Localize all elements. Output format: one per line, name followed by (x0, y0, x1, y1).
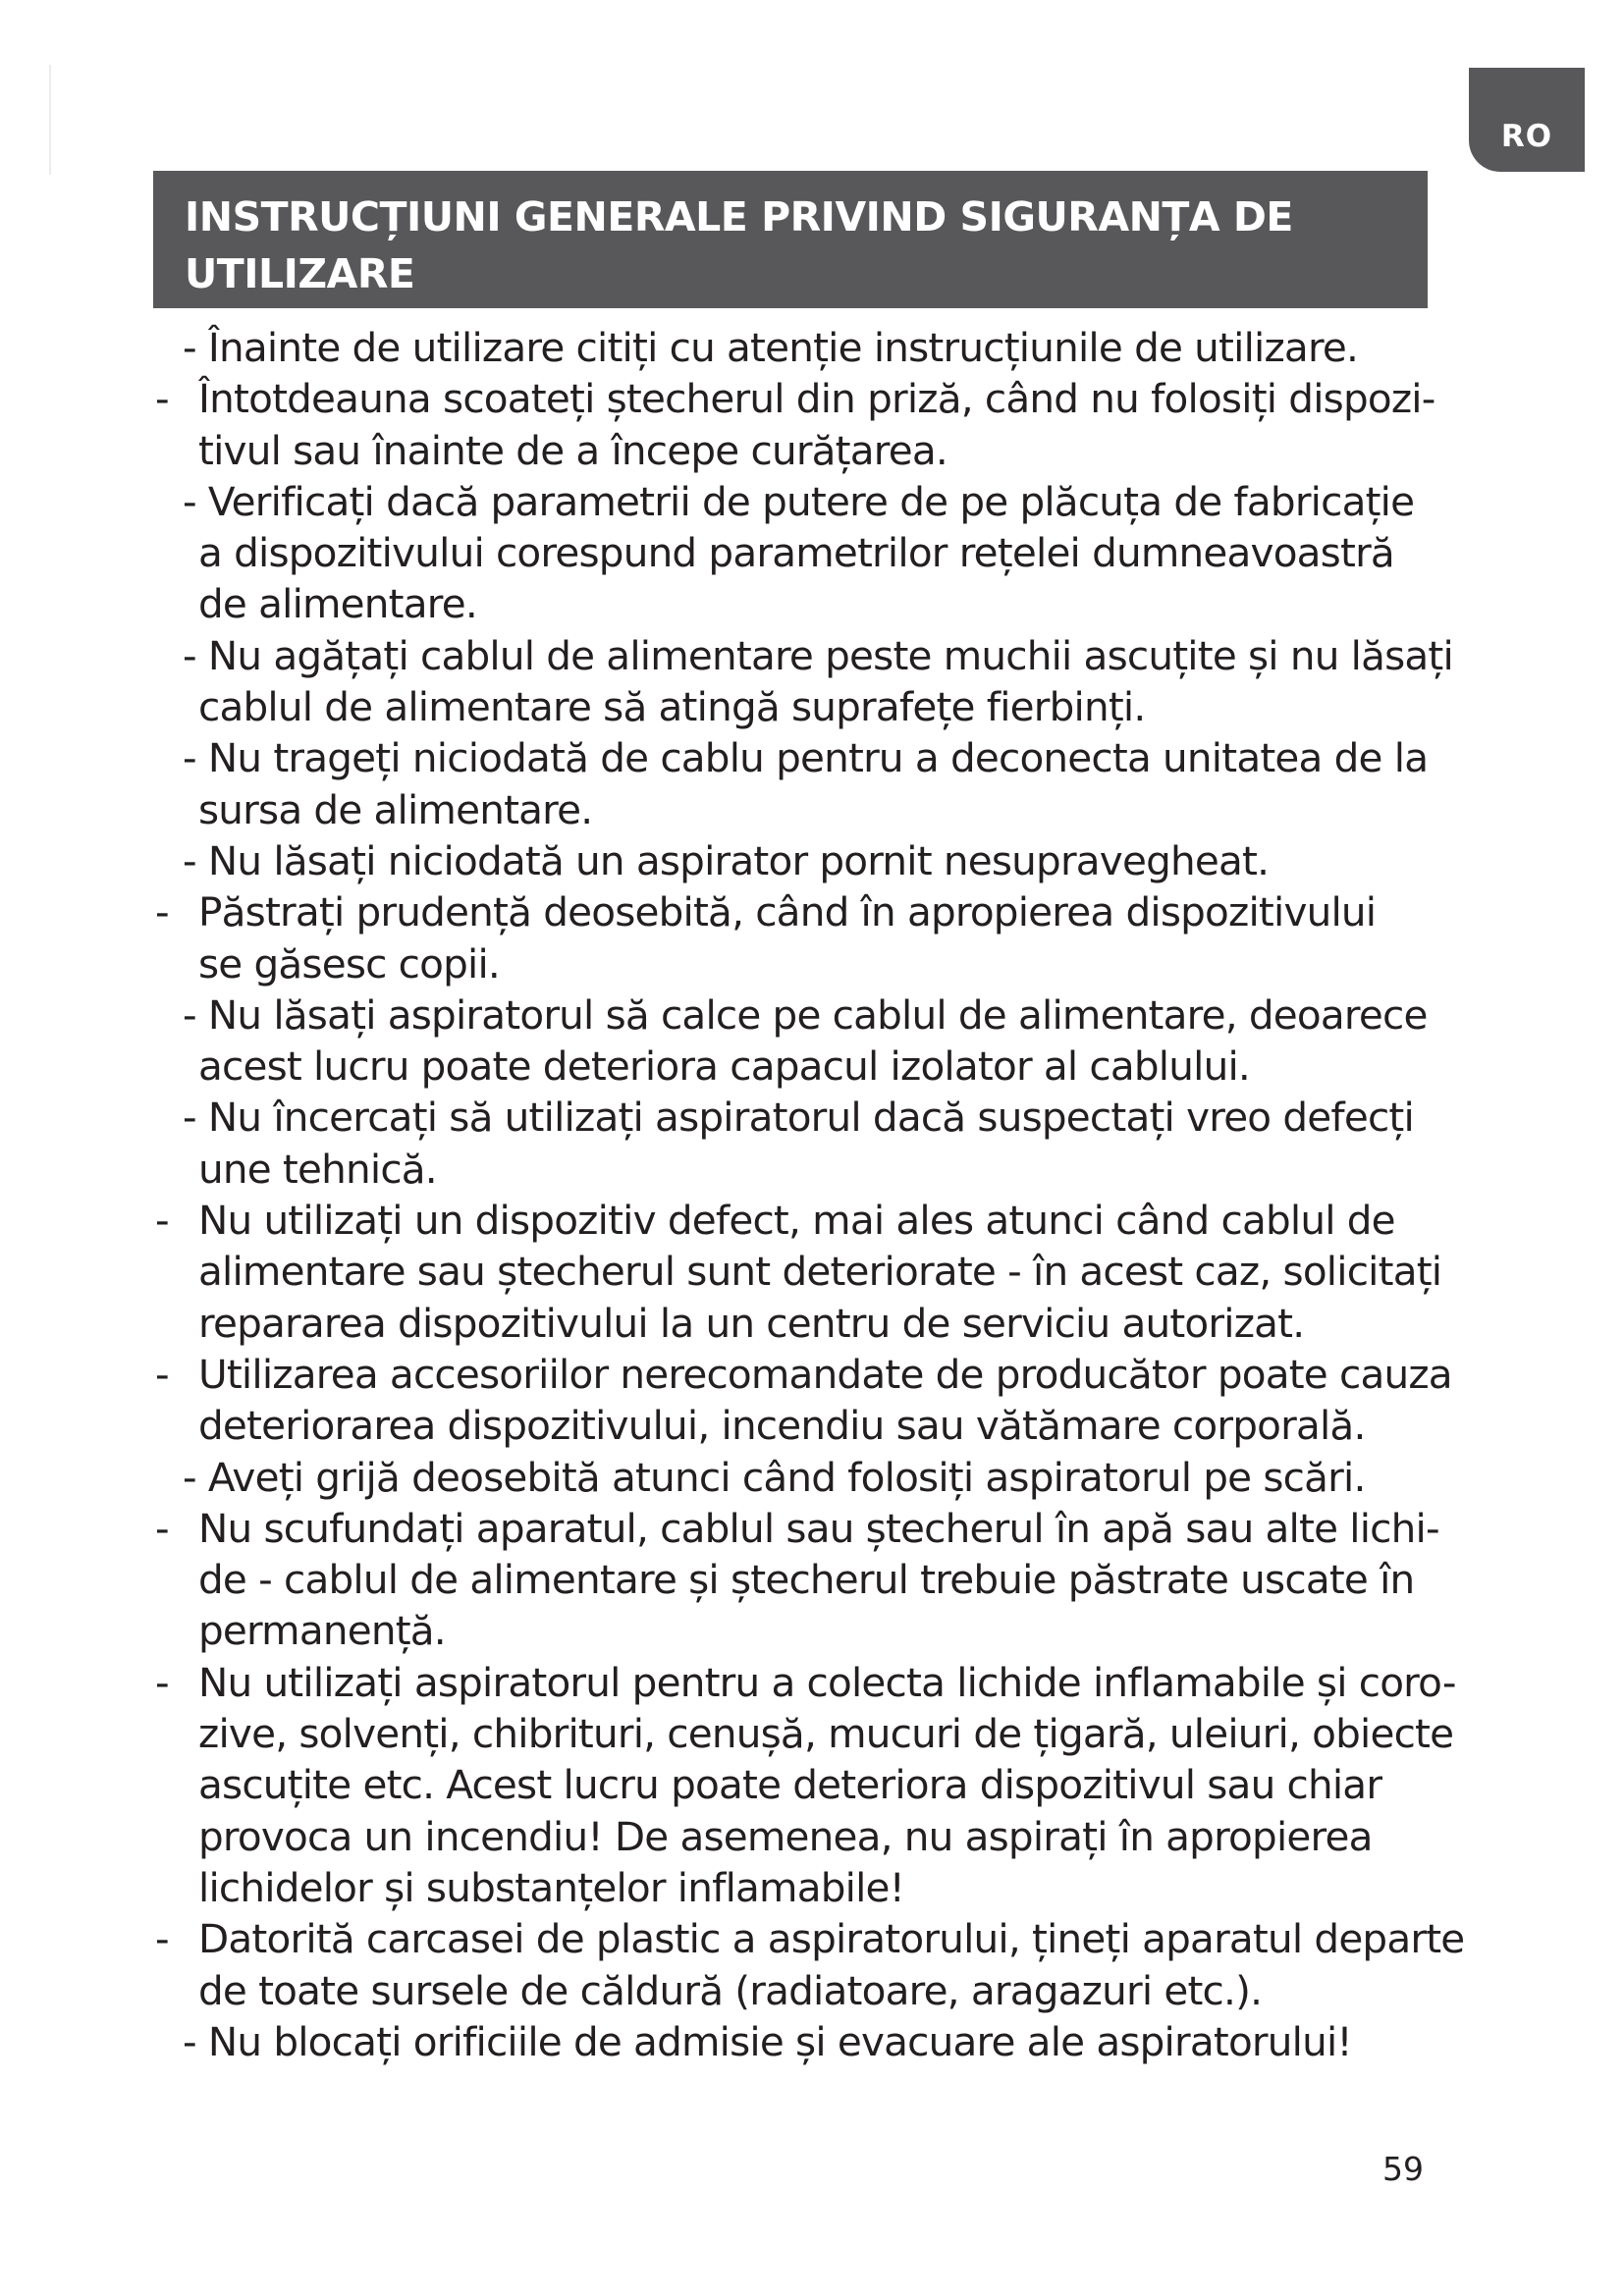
instruction-line: Păstrați prudență deosebită, când în apropierea dispozitivului (198, 888, 1377, 936)
instruction-line: - Aveți grijă deosebită atunci când folosiți aspiratorul pe scări. (183, 1453, 1366, 1501)
bullet-dash: - (155, 1658, 169, 1706)
instruction-item (0, 1657, 1624, 1913)
instruction-line: ascuțite etc. Acest lucru poate deteriora dispozitivul sau chiar (198, 1761, 1382, 1809)
instruction-line: Datorită carcasei de plastic a aspiratorului, țineți aparatul departe (198, 1915, 1465, 1963)
instruction-item (0, 2016, 1624, 2067)
instruction-line: - Verificați dacă parametrii de putere de pe plăcuța de fabricație (183, 477, 1415, 525)
instruction-line: deteriorarea dispozitivului, incendiu sau vătămare corporală. (198, 1402, 1366, 1450)
instruction-line: de alimentare. (198, 580, 477, 628)
instruction-line: cablul de alimentare să atingă suprafețe fierbinți. (198, 683, 1146, 731)
bullet-dash: - (155, 888, 169, 936)
instruction-line: lichidelor și substanțelor inflamabile! (198, 1863, 905, 1911)
instruction-line: Nu scufundați aparatul, cablul sau ștecherul în apă sau alte lichi- (198, 1504, 1439, 1552)
bullet-dash: - (155, 1504, 169, 1552)
instruction-line: alimentare sau ștecherul sunt deteriorate - în acest caz, solicitați (198, 1248, 1442, 1296)
instruction-line: se găsesc copii. (198, 939, 501, 988)
bullet-dash: - (155, 1197, 169, 1245)
instruction-item (0, 1349, 1624, 1452)
instruction-line: - Nu încercați să utilizați aspiratorul dacă suspectați vreo defecți (183, 1094, 1414, 1142)
instruction-line: provoca un incendiu! De asemenea, nu aspirați în apropierea (198, 1812, 1373, 1860)
instruction-item (0, 1195, 1624, 1349)
instruction-line: permanență. (198, 1607, 446, 1655)
instruction-line: une tehnică. (198, 1145, 437, 1193)
instruction-line: - Nu lăsați niciodată un aspirator pornit nesupravegheat. (183, 836, 1270, 884)
section-header (153, 171, 1428, 308)
instruction-item (0, 732, 1624, 835)
instruction-item (0, 1913, 1624, 2016)
section-title-line-1: INSTRUCȚIUNI GENERALE PRIVIND SIGURANȚA DE (185, 193, 1293, 240)
instruction-line: Întotdeauna scoateți ștecherul din priză, când nu folosiți dispozi- (198, 375, 1435, 423)
bullet-dash: - (155, 1350, 169, 1398)
instruction-line: Nu utilizați un dispozitiv defect, mai ales atunci când cablul de (198, 1197, 1395, 1245)
instruction-line: - Nu trageți niciodată de cablu pentru a deconecta unitatea de la (183, 734, 1429, 782)
instruction-item (0, 1092, 1624, 1195)
instruction-line: zive, solvenți, chibrituri, cenușă, mucuri de țigară, uleiuri, obiecte (198, 1710, 1454, 1758)
instruction-line: Nu utilizați aspiratorul pentru a colecta lichide inflamabile și coro- (198, 1658, 1456, 1706)
instruction-item (0, 886, 1624, 989)
instruction-item (0, 630, 1624, 733)
section-title (185, 188, 1400, 302)
instruction-item (0, 1452, 1624, 1503)
instruction-line: acest lucru poate deteriora capacul izolator al cablului. (198, 1042, 1250, 1091)
instruction-line: de - cablul de alimentare și ștecherul trebuie păstrate uscate în (198, 1556, 1415, 1604)
instruction-line: - Nu lăsați aspiratorul să calce pe cablul de alimentare, deoarece (183, 990, 1428, 1039)
instruction-line: - Nu agățați cablul de alimentare peste muchii ascuțite și nu lăsați (183, 631, 1453, 679)
instruction-line: - Nu blocați orificiile de admisie și evacuare ale aspiratorului! (183, 2017, 1352, 2065)
instruction-line: de toate sursele de căldură (radiatoare, aragazuri etc.). (198, 1966, 1263, 2014)
bullet-dash: - (155, 375, 169, 423)
instruction-item (0, 1503, 1624, 1657)
instruction-item (0, 989, 1624, 1093)
instruction-item (0, 322, 1624, 373)
instruction-line: a dispozitivului corespund parametrilor rețelei dumneavoastră (198, 529, 1394, 577)
bullet-dash: - (155, 1915, 169, 1963)
safety-instructions-list (0, 322, 1624, 2067)
instruction-item (0, 476, 1624, 630)
instruction-line: tivul sau înainte de a începe curățarea. (198, 426, 947, 474)
instruction-item (0, 373, 1624, 476)
page-edge-line (49, 65, 51, 175)
instruction-item (0, 835, 1624, 886)
instruction-line: repararea dispozitivului la un centru de serviciu autorizat. (198, 1299, 1305, 1347)
language-tab: RO (1469, 68, 1585, 172)
instruction-line: - Înainte de utilizare citiți cu atenție instrucțiunile de utilizare. (183, 324, 1359, 371)
instruction-line: sursa de alimentare. (198, 785, 593, 833)
instruction-line: Utilizarea accesoriilor nerecomandate de producător poate cauza (198, 1350, 1452, 1398)
page-number: 59 (1382, 2150, 1424, 2188)
section-title-line-2: UTILIZARE (185, 250, 415, 297)
